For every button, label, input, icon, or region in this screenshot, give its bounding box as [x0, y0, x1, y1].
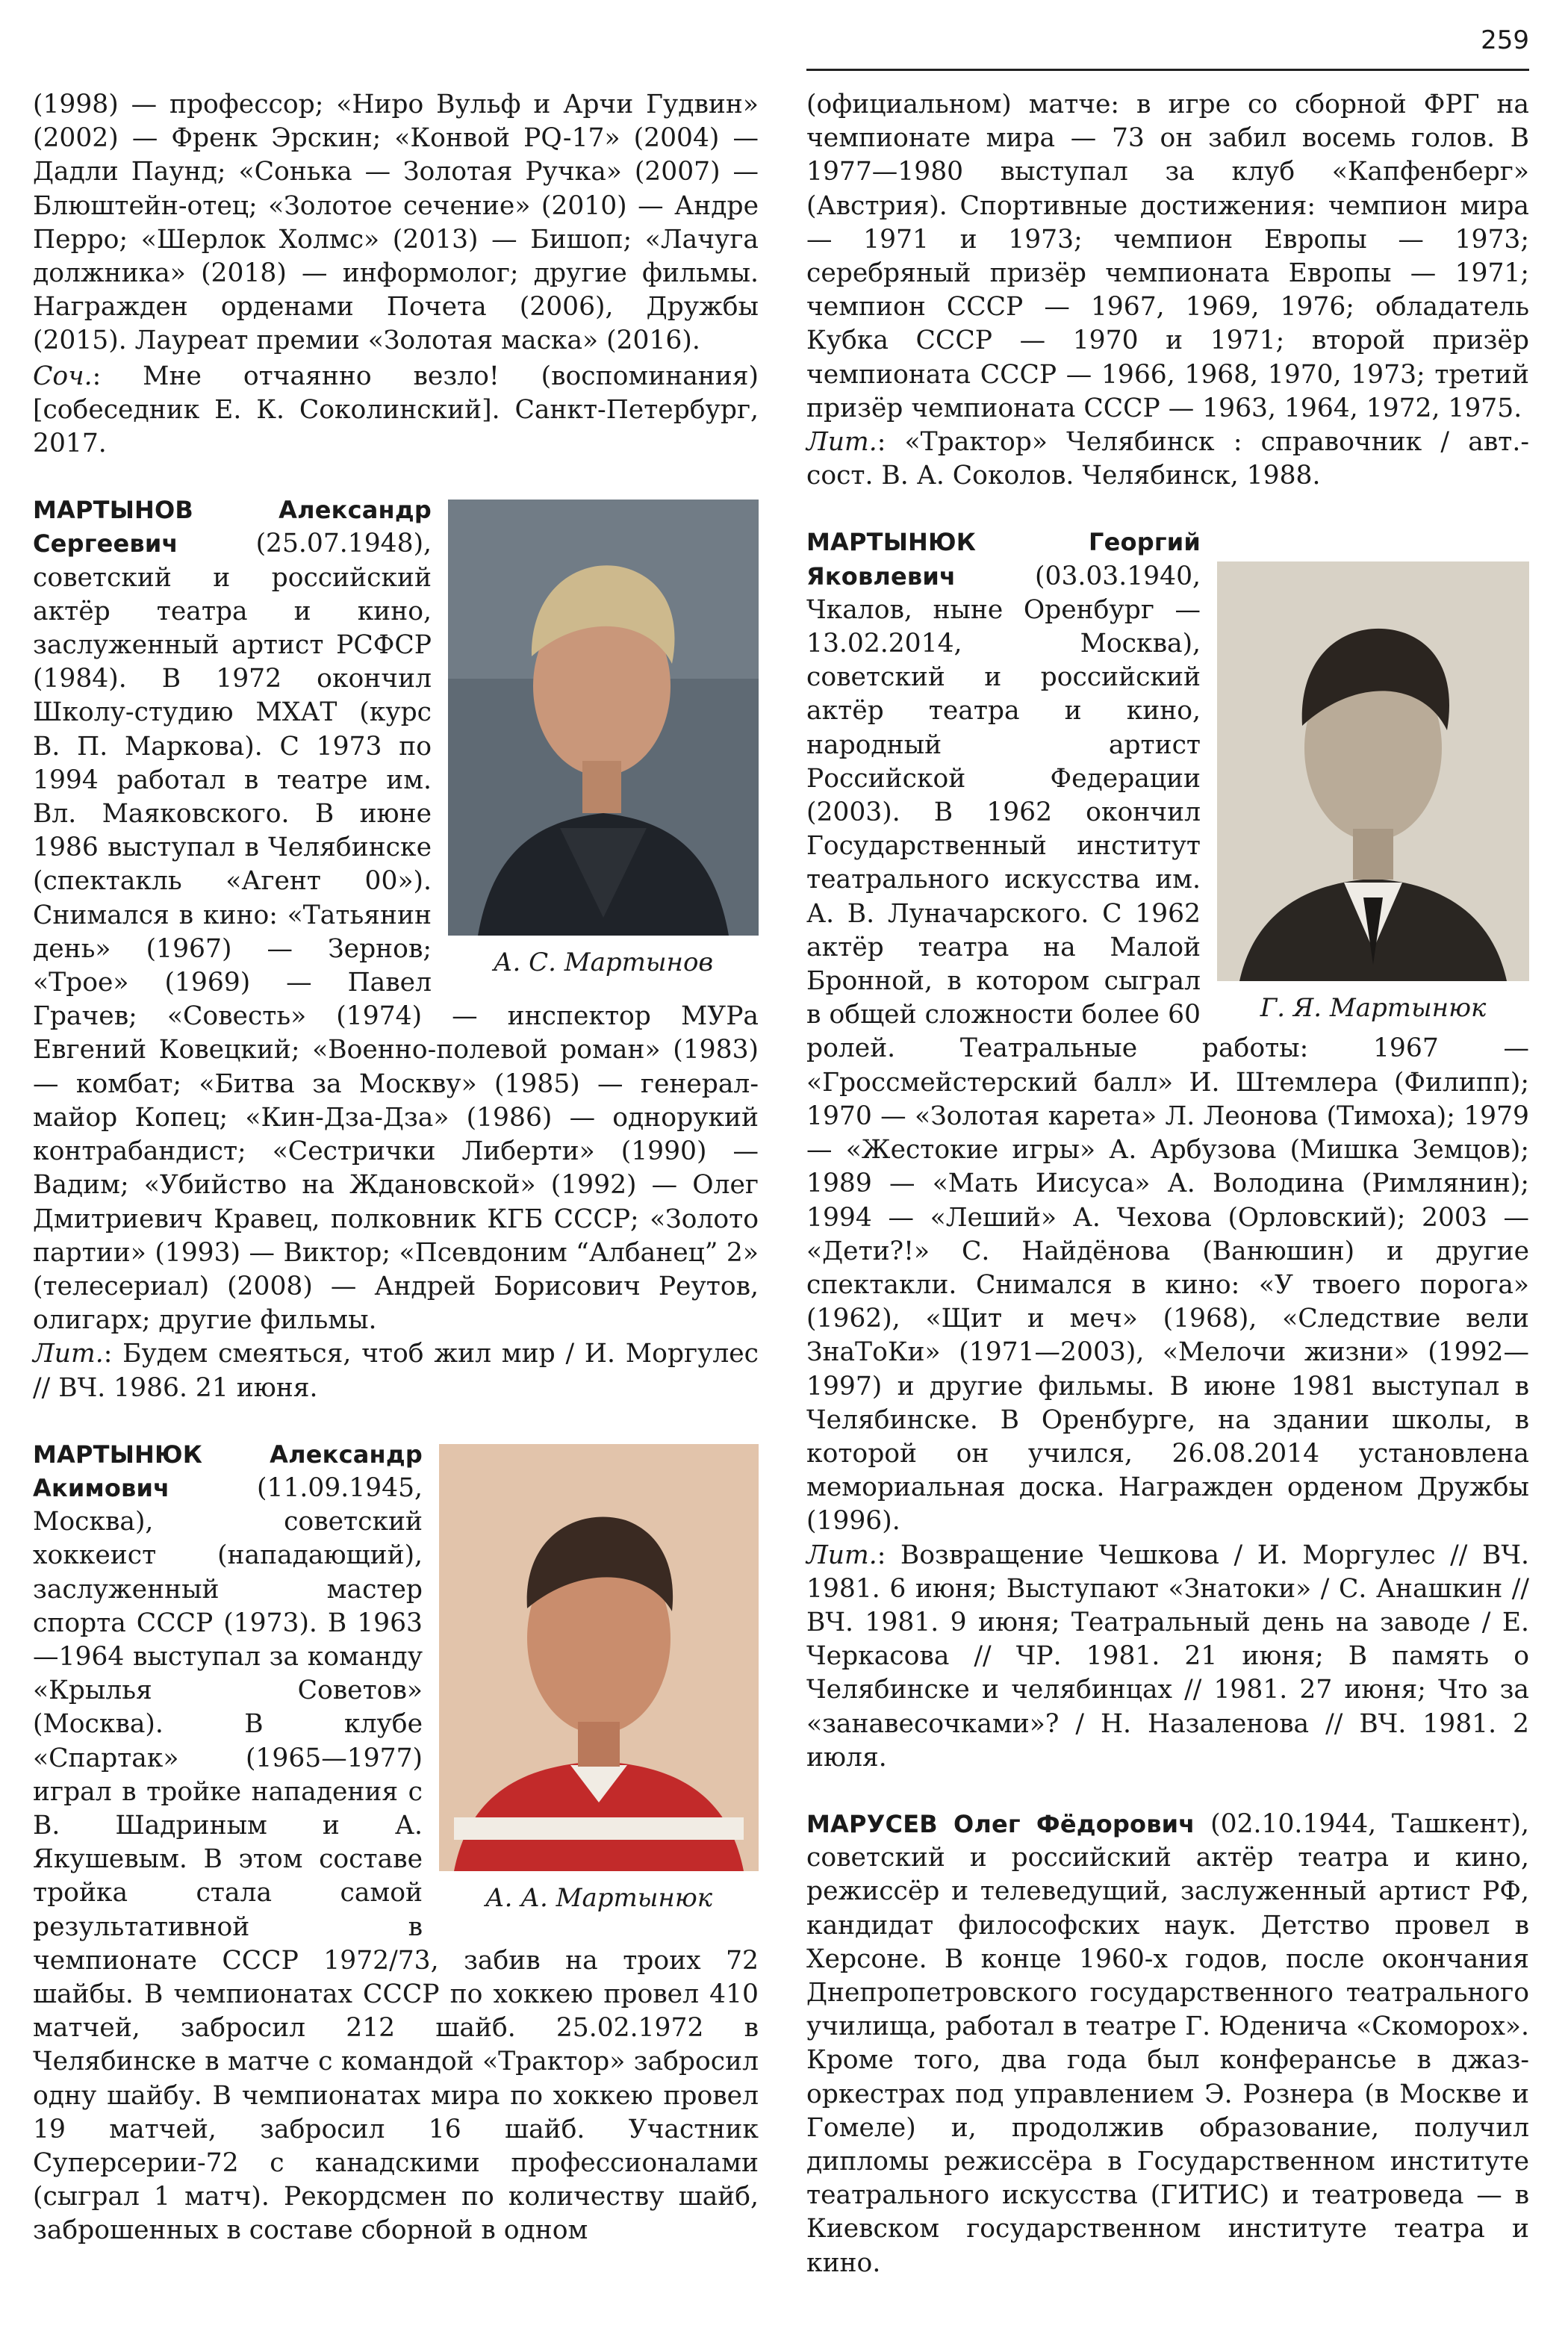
portrait-image	[448, 500, 759, 936]
continued-entry-text: (1998) — профессор; «Ниро Вульф и Арчи Гудвин» (2002) — Френк Эрскин; «Конвой PQ-17» (2004) — Дадли Паунд; «Сонька — Золотая Ручка» (2007) — Блюштейн-отец; «Золотое сечение» (2010) — Андре Перро; «Шерлок Холмс» (2013) — Бишоп; «Лачуга должника» (2018) — информолог; другие фильмы. Награжден орденами Почета (2006), Дружбы (2015). Лауреат премии «Золотая маска» (2016).	[33, 90, 759, 356]
photo-martynyuk-aa	[439, 1444, 759, 1914]
portrait-image	[439, 1444, 759, 1871]
literature-text: : Будем смеяться, чтоб жил мир / И. Моргулес // ВЧ. 1986. 21 июня.	[33, 1339, 759, 1403]
right-column	[806, 88, 1529, 2280]
page-number: 259	[1481, 25, 1529, 55]
entry-heading: МАРТЫНЮК Александр Акимович	[33, 1440, 423, 1502]
literature-reference	[806, 1539, 1529, 1775]
portrait-svg	[1217, 561, 1529, 981]
works-reference	[33, 360, 759, 461]
portrait-svg	[439, 1444, 759, 1871]
photo-caption: А. А. Мартынюк	[485, 1882, 713, 1913]
entry-body: (11.09.1945, Москва), советский хоккеист (нападающий), заслуженный мастер спорта СССР (1973). В 1963—1964 выступал за команду «Крылья Советов» (Москва). В клубе «Спартак» (1965—1977) играл в тройке нападения с В. Шадриным и А. Якушевым. В этом составе тройка стала самой результативной в чемпионате СССР 1972/73, забив на троих 72 шайбы. В чемпионатах СССР по хоккею провел 410 матчей, забросил 212 шайб. 25.02.1972 в Челябинске в матче с командой «Трактор» забросил одну шайбу. В чемпионатах мира по хоккею провел 19 матчей, забросил 16 шайб. Участник Суперсерии-72 с канадскими профессионалами (сыграл 1 матч). Рекордсмен по количеству шайб, заброшенных в составе сборной в одном	[33, 1472, 759, 2246]
entry-text	[806, 1808, 1529, 2280]
left-column	[33, 88, 759, 2248]
entry-body: (03.03.1940, Чкалов, ныне Оренбург — 13.02.2014, Москва), советский и российский актёр театра и кино, народный артист Российской Федерации (2003). В 1962 окончил Государственный институт театрального искусства им. А. В. Луначарского. С 1962 актёр театра на Малой Бронной, в котором сыграл в общей сложности более 60 ролей. Театральные работы: 1967 — «Гроссмейстерский балл» И. Штемлера (Филипп); 1970 — «Золотая карета» Л. Леонова (Тимоха); 1979 — «Жестокие игры» А. Арбузова (Мишка Земцов); 1989 — «Мать Иисуса» А. Володина (Римлянин); 1994 — «Леший» А. Чехова (Орловский); 2003 — «Дети?!» С. Найдёнова (Ванюшин) и другие спектакли. Снимался в кино: «У твоего порога» (1962), «Щит и меч» (1968), «Следствие вели ЗнаТоКи» (1971—2003), «Мелочи жизни» (1992—1997) и другие фильмы. В июне 1981 выступал в Челябинске. В Оренбурге, на здании школы, в которой он учился, 26.08.2014 установлена мемориальная доска. Награжден орденом Дружбы (1996).	[806, 561, 1529, 1537]
literature-label: Лит.	[806, 427, 877, 458]
entry-heading: МАРТЫНОВ Александр Сергеевич	[33, 496, 432, 559]
literature-label: Лит.	[806, 1540, 877, 1570]
photo-martynyuk-gya	[1217, 561, 1529, 1024]
photo-martynov-as	[448, 500, 759, 979]
entry-martynyuk-gya	[806, 526, 1529, 1775]
photo-caption: Г. Я. Мартынюк	[1260, 993, 1487, 1024]
photo-caption: А. С. Мартынов	[493, 948, 714, 978]
works-text: : Мне отчаянно везло! (воспоминания) [собеседник Е. К. Соколинский]. Санкт-Петербург, 2017.	[33, 361, 759, 459]
literature-label: Лит.	[33, 1339, 104, 1369]
literature-reference	[33, 1337, 759, 1404]
header-rule	[806, 69, 1529, 71]
entry-martynyuk-aa	[33, 1438, 759, 2248]
entry-heading: МАРУСЕВ Олег Фёдорович	[806, 1809, 1195, 1838]
entry-body: (02.10.1944, Ташкент), советский и российский актёр театра и кино, режиссёр и телеведущий, заслуженный артист РФ, кандидат философских наук. Детство провел в Херсоне. В конце 1960-х годов, после окончания Днепропетровского государственного театрального училища, работал в театре Г. Юденича «Скоморох». Кроме того, два года был конферансье в джаз-оркестрах под управлением Э. Рознера (в Москве и Гомеле) и, продолжив образование, получил дипломы режиссёра в Государственном институте театрального искусства (ГИТИС) и театроведа — в Киевском государственном институте театра и кино.	[806, 1808, 1529, 2278]
entry-marusev-of	[806, 1808, 1529, 2280]
portrait-svg	[448, 500, 759, 936]
entry-heading: МАРТЫНЮК Георгий Яковлевич	[806, 528, 1201, 591]
portrait-image	[1217, 561, 1529, 981]
continued-entry-text: (официальном) матче: в игре со сборной ФРГ на чемпионате мира — 73 он забил восемь голов. В 1977—1980 выступал за клуб «Капфенберг» (Австрия). Спортивные достижения: чемпион мира — 1971 и 1973; чемпион Европы — 1973; серебряный призёр чемпионата Европы — 1971; чемпион СССР — 1967, 1969, 1976; обладатель Кубка СССР — 1970 и 1971; второй призёр чемпионата СССР — 1966, 1968, 1970, 1973; третий призёр чемпионата СССР — 1963, 1964, 1972, 1975.	[806, 90, 1529, 423]
entry-body: (25.07.1948), советский и российский актёр театра и кино, заслуженный артист РСФСР (1984). В 1972 окончил Школу-студию МХАТ (курс В. П. Маркова). С 1973 по 1994 работал в театре им. Вл. Маяковского. В июне 1986 выступал в Челябинске (спектакль «Агент 00»). Снимался в кино: «Татьянин день» (1967) — Зернов; «Трое» (1969) — Павел Грачев; «Совесть» (1974) — инспектор МУРа Евгений Ковецкий; «Военно-полевой роман» (1983) — комбат; «Битва за Москву» (1985) — генерал-майор Копец; «Кин-Дза-Дза» (1986) — однорукий контрабандист; «Сестрички Либерти» (1990) — Вадим; «Убийство на Ждановской» (1992) — Олег Дмитриевич Кравец, полковник КГБ СССР; «Золото партии» (1993) — Виктор; «Псевдоним “Албанец” 2» (телесериал) (2008) — Андрей Борисович Реутов, олигарх; другие фильмы.	[33, 529, 759, 1336]
literature-text: : Возвращение Чешкова / И. Моргулес // ВЧ. 1981. 6 июня; Выступают «Знатоки» / С. Анашкин // ВЧ. 1981. 9 июня; Театральный день на заводе / Е. Черкасова // ЧР. 1981. 21 июня; В память о Челябинске и челябинцах // 1981. 27 июня; Что за «занавесочками»? / Н. Назаленова // ВЧ. 1981. 2 июля.	[806, 1540, 1529, 1773]
literature-reference	[806, 426, 1529, 493]
entry-martynov-as	[33, 494, 759, 1404]
works-label: Соч.	[33, 361, 93, 391]
literature-text: : «Трактор» Челябинск : справочник / авт.-сост. В. А. Соколов. Челябинск, 1988.	[806, 427, 1529, 491]
